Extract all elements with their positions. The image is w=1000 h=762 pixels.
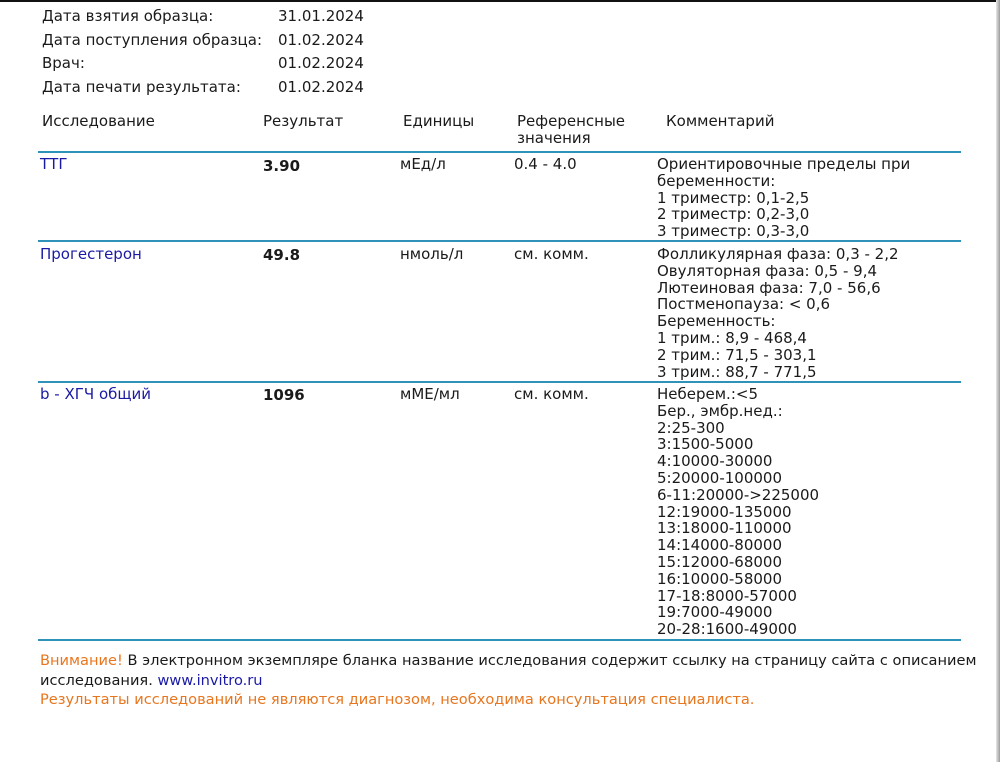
comment-line: Фолликулярная фаза: 0,3 - 2,2 xyxy=(657,245,899,263)
comment xyxy=(657,246,899,380)
test-name-link[interactable]: b - ХГЧ общий xyxy=(40,385,151,403)
comment xyxy=(657,386,819,638)
comment-line: 20-28:1600-49000 xyxy=(657,620,797,639)
page-edge-shadow xyxy=(996,0,1000,762)
comment xyxy=(657,156,910,240)
doctor-label: Врач: xyxy=(42,54,85,72)
comment-line: беременности: xyxy=(657,171,776,190)
table-rule xyxy=(38,240,961,242)
result-value: 49.8 xyxy=(263,246,301,264)
footer-note-text-2: исследования. xyxy=(40,672,158,689)
comment-line: 6-11:20000->225000 xyxy=(657,485,820,504)
test-name-link[interactable]: Прогестерон xyxy=(40,245,142,263)
comment-line: 3:1500-5000 xyxy=(657,435,754,454)
comment-line: 2 триместр: 0,2-3,0 xyxy=(657,205,810,224)
sample-date-value: 31.01.2024 xyxy=(278,7,364,25)
comment-line: Неберем.:<5 xyxy=(657,385,758,403)
reference-range: см. комм. xyxy=(514,245,589,263)
receipt-date-label: Дата поступления образца: xyxy=(42,30,262,49)
table-rule xyxy=(38,151,961,153)
comment-line: 12:19000-135000 xyxy=(657,502,792,521)
site-link[interactable]: www.invitro.ru xyxy=(157,672,263,689)
comment-line: 13:18000-110000 xyxy=(657,519,792,538)
units: нмоль/л xyxy=(400,245,464,263)
print-date-value: 01.02.2024 xyxy=(278,77,364,96)
comment-line: 1 триместр: 0,1-2,5 xyxy=(657,188,810,207)
comment-line: 15:12000-68000 xyxy=(657,552,782,571)
table-rule xyxy=(38,381,961,383)
disclaimer: Результаты исследований не являются диагнозом, необходима консультация специалиста. xyxy=(40,691,755,708)
comment-line: 19:7000-49000 xyxy=(657,603,773,622)
header-test: Исследование xyxy=(42,112,155,130)
footer-note xyxy=(40,651,977,671)
header-reference-line1: Референсные xyxy=(517,112,626,130)
comment-line: 14:14000-80000 xyxy=(657,536,782,555)
receipt-date-value: 01.02.2024 xyxy=(278,30,364,49)
print-date-label: Дата печати результата: xyxy=(42,77,241,96)
header-result: Результат xyxy=(263,112,344,130)
result-value: 1096 xyxy=(263,386,305,404)
comment-line: Бер., эмбр.нед.: xyxy=(657,401,783,420)
comment-line: Беременность: xyxy=(657,312,776,331)
comment-line: 1 трим.: 8,9 - 468,4 xyxy=(657,328,807,347)
attention-label: Внимание! xyxy=(40,652,123,669)
comment-line: 2 трим.: 71,5 - 303,1 xyxy=(657,345,817,364)
test-name-link[interactable]: ТТГ xyxy=(40,155,68,173)
comment-line: 17-18:8000-57000 xyxy=(657,586,797,605)
comment-line: Ориентировочные пределы при xyxy=(657,155,911,173)
doctor-value: 01.02.2024 xyxy=(278,54,364,72)
comment-line: 5:20000-100000 xyxy=(657,468,782,487)
comment-line: 2:25-300 xyxy=(657,418,725,437)
header-comment: Комментарий xyxy=(666,112,775,130)
comment-line: 4:10000-30000 xyxy=(657,452,773,471)
units: мЕд/л xyxy=(400,155,446,173)
table-rule xyxy=(38,639,961,641)
header-reference-line2: значения xyxy=(517,129,591,147)
top-border xyxy=(0,0,1000,2)
comment-line: 3 трим.: 88,7 - 771,5 xyxy=(657,362,817,381)
comment-line: 16:10000-58000 xyxy=(657,569,782,588)
sample-date-label: Дата взятия образца: xyxy=(42,7,214,25)
units: мМЕ/мл xyxy=(400,385,460,403)
reference-range: 0.4 - 4.0 xyxy=(514,155,577,173)
reference-range: см. комм. xyxy=(514,385,589,403)
comment-line: Постменопауза: < 0,6 xyxy=(657,295,831,314)
comment-line: Овуляторная фаза: 0,5 - 9,4 xyxy=(657,261,878,280)
comment-line: Лютеиновая фаза: 7,0 - 56,6 xyxy=(657,278,881,297)
header-reference xyxy=(517,113,625,147)
header-units: Единицы xyxy=(403,112,475,130)
comment-line: 3 триместр: 0,3-3,0 xyxy=(657,222,810,241)
result-value: 3.90 xyxy=(263,157,301,175)
footer-note-text: В электронном экземпляре бланка название исследования содержит ссылку на страницу сайта с описанием xyxy=(122,652,977,669)
footer-note-line2 xyxy=(40,671,263,691)
